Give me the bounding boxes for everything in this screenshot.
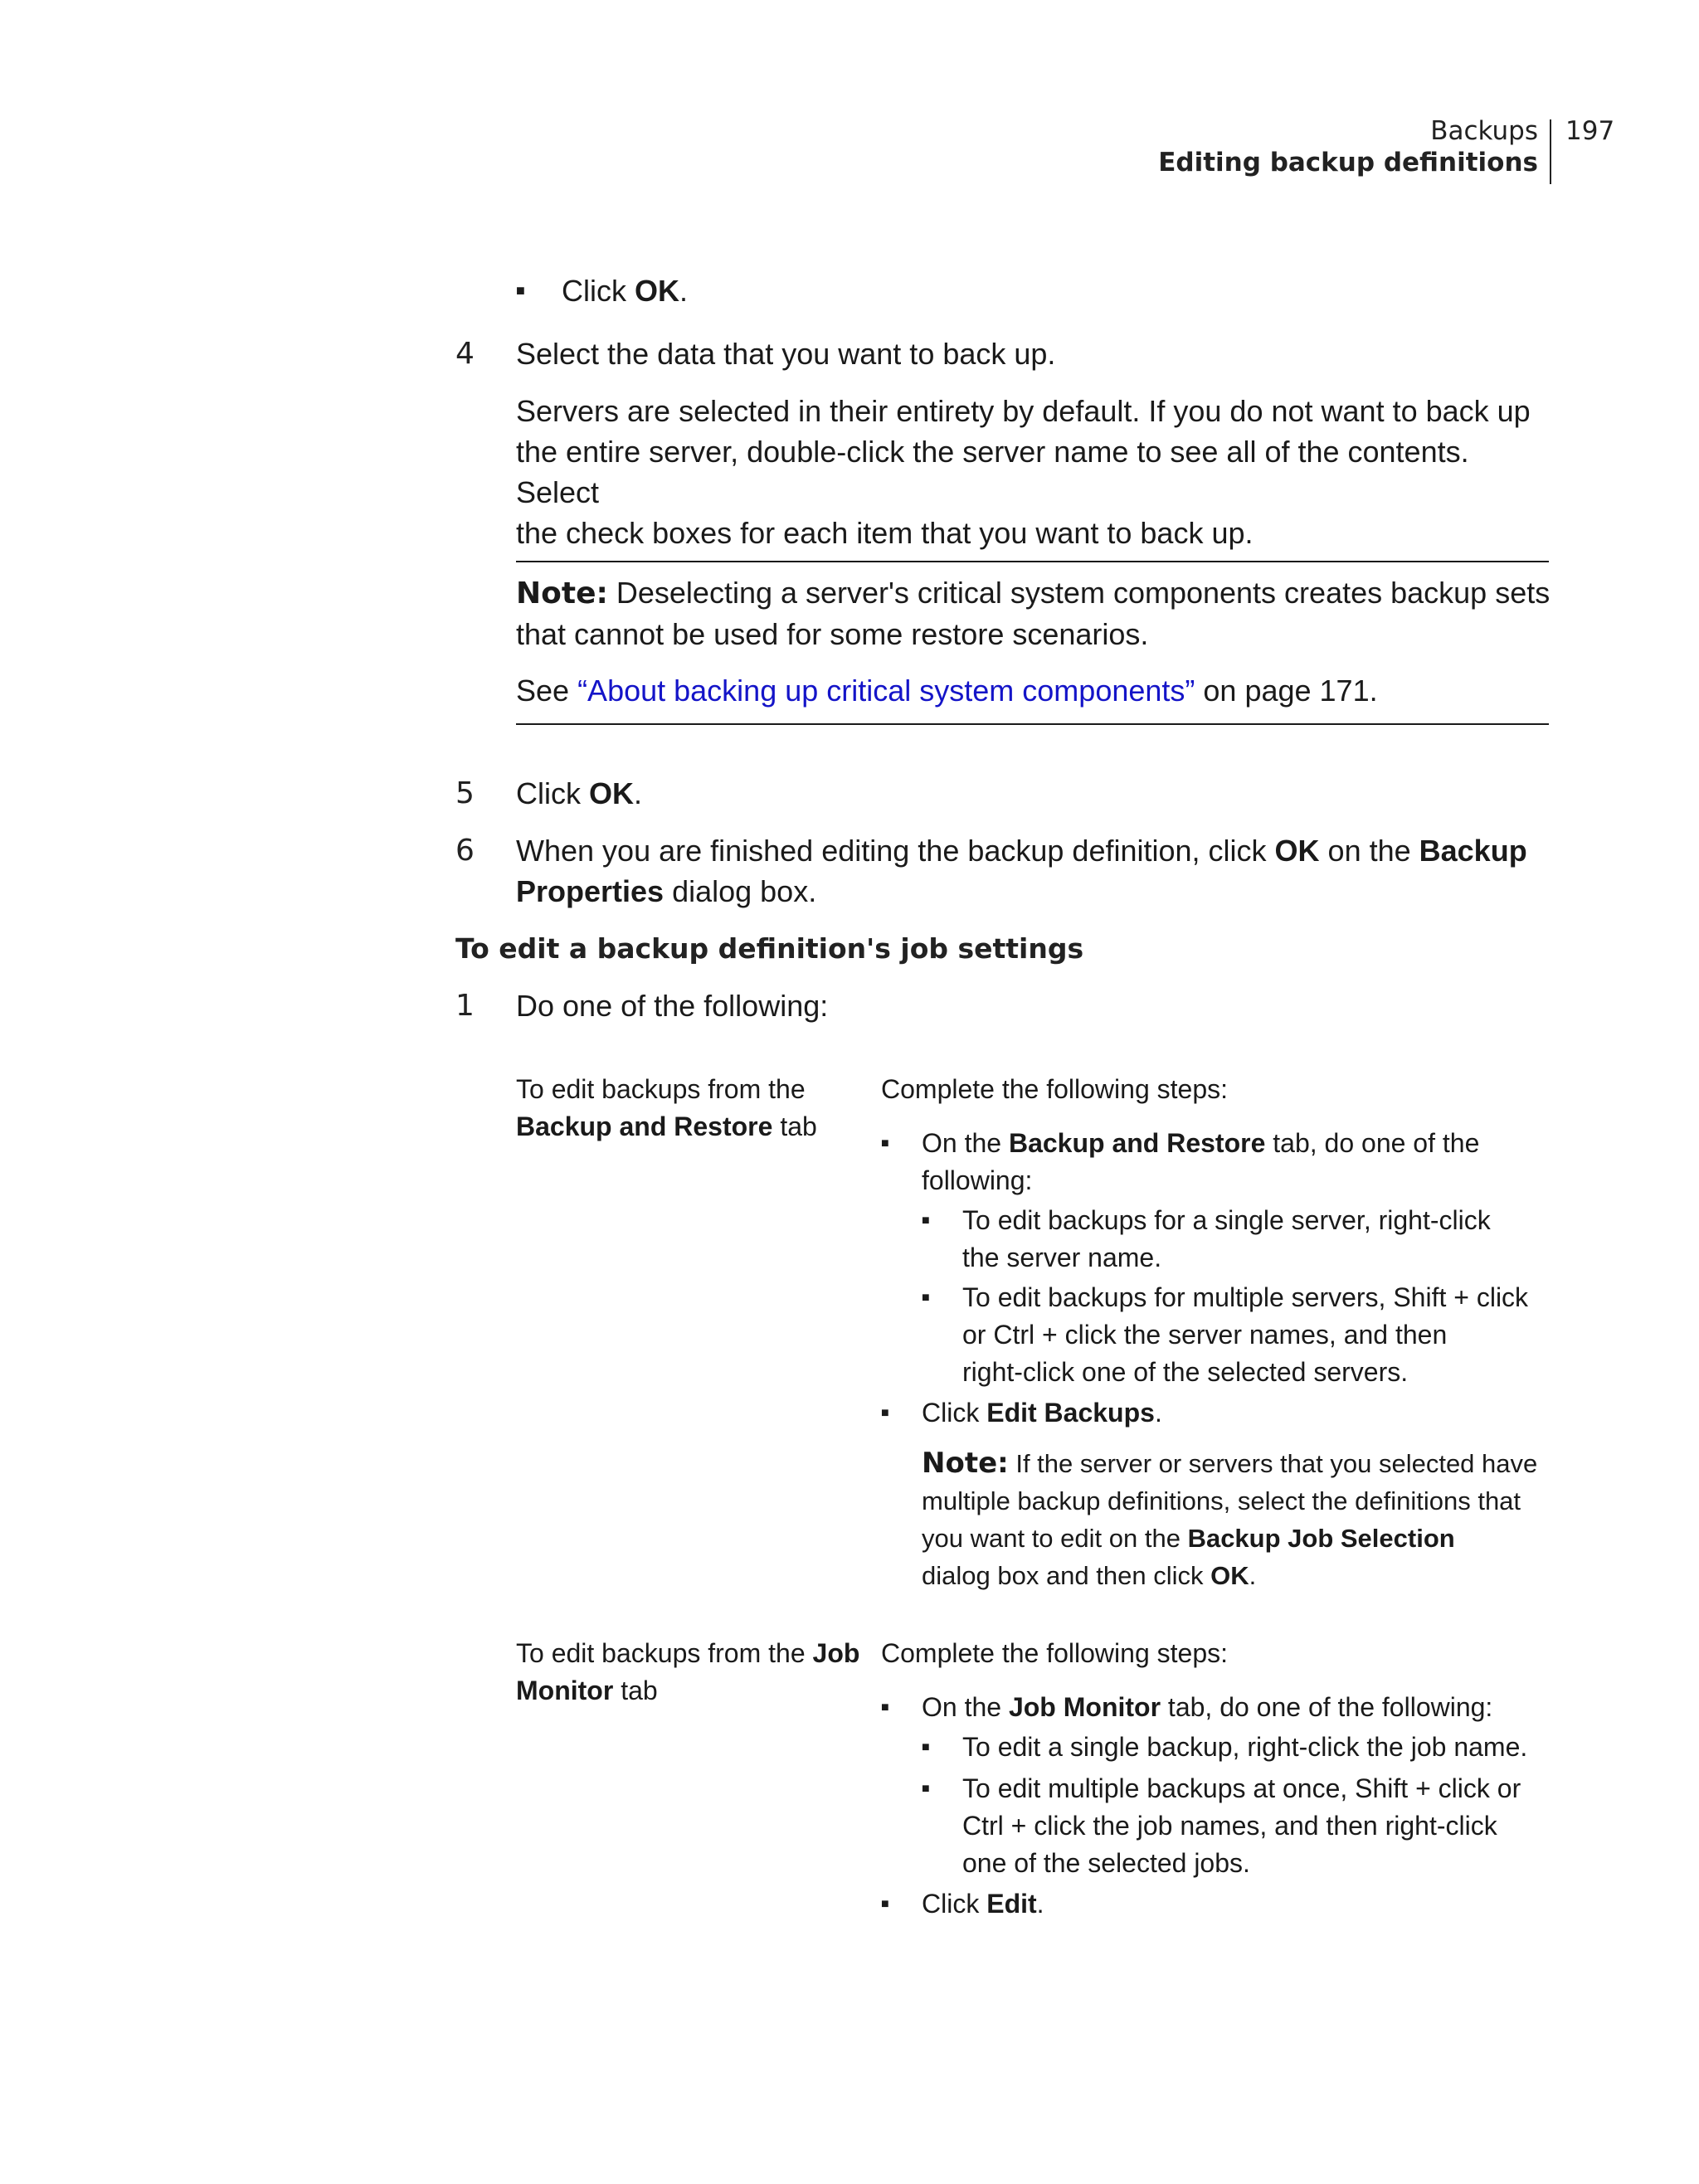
list-item: Click Edit.	[922, 1889, 1044, 1919]
step-text: Click OK.	[516, 776, 643, 810]
table-right-intro: Complete the following steps:	[881, 1638, 1228, 1668]
list-item: On the Job Monitor tab, do one of the following:	[922, 1692, 1493, 1722]
list-item: On the Backup and Restore tab, do one of the following:	[922, 1128, 1480, 1195]
step-text: Select the data that you want to back up.	[516, 337, 1056, 371]
bullet-icon: ■	[516, 282, 525, 299]
bullet-icon: ■	[922, 1291, 930, 1305]
note-label: Note:	[516, 576, 608, 610]
step-number: 4	[455, 337, 475, 371]
step-number: 5	[455, 776, 475, 810]
step-number: 6	[455, 834, 475, 868]
step-text: Do one of the following:	[516, 989, 829, 1023]
note-top-rule	[516, 561, 1549, 562]
list-item: Click Edit Backups.	[922, 1398, 1162, 1428]
note-label: Note:	[922, 1447, 1009, 1480]
header-title: Editing backup definitions	[1158, 148, 1538, 178]
bullet-icon: ■	[881, 1136, 889, 1150]
list-item: To edit backups for a single server, right-click the server name.	[962, 1205, 1491, 1272]
step-number: 1	[455, 989, 475, 1023]
bullet-icon: ■	[922, 1740, 930, 1754]
note-box: Note: Deselecting a server's critical system components creates backup sets that cannot be used for some restore scenarios.	[516, 576, 1551, 651]
cross-reference-link[interactable]: “About backing up critical system components”	[577, 674, 1195, 708]
bullet-icon: ■	[922, 1782, 930, 1796]
list-item: To edit a single backup, right-click the job name.	[962, 1732, 1528, 1762]
bullet-text: Click OK.	[562, 274, 689, 308]
table-left-cell: To edit backups from the Job Monitor tab	[516, 1638, 860, 1705]
step-paragraph: Servers are selected in their entirety by default. If you do not want to back up the entire server, double-click the server name to see all of the contents. Select the check boxes for each item that you want to back up.	[516, 394, 1531, 550]
header-section: Backups	[1430, 116, 1538, 146]
table-right-intro: Complete the following steps:	[881, 1074, 1228, 1104]
page-number: 197	[1565, 116, 1615, 146]
list-item: To edit backups for multiple servers, Shift + click or Ctrl + click the server names, and then right-click one of the selected servers.	[962, 1282, 1529, 1387]
bullet-icon: ■	[881, 1700, 889, 1715]
header-divider	[1550, 119, 1551, 184]
step-text: When you are finished editing the backup definition, click OK on the Backup Properties dialog box.	[516, 834, 1527, 908]
table-left-cell: To edit backups from the Backup and Restore tab	[516, 1074, 817, 1141]
note-bottom-rule	[516, 723, 1549, 725]
bullet-icon: ■	[922, 1214, 930, 1228]
bullet-icon: ■	[881, 1897, 889, 1911]
procedure-heading: To edit a backup definition's job settings	[455, 932, 1084, 965]
bullet-icon: ■	[881, 1406, 889, 1420]
note-see-line: See “About backing up critical system components” on page 171.	[516, 674, 1378, 708]
table-note: Note: If the server or servers that you selected have multiple backup definitions, select the definitions that you want to edit on the Backup Job Selection dialog box and then click OK.	[922, 1447, 1538, 1590]
list-item: To edit multiple backups at once, Shift + click or Ctrl + click the job names, and then right-click one of the selected jobs.	[962, 1773, 1521, 1878]
